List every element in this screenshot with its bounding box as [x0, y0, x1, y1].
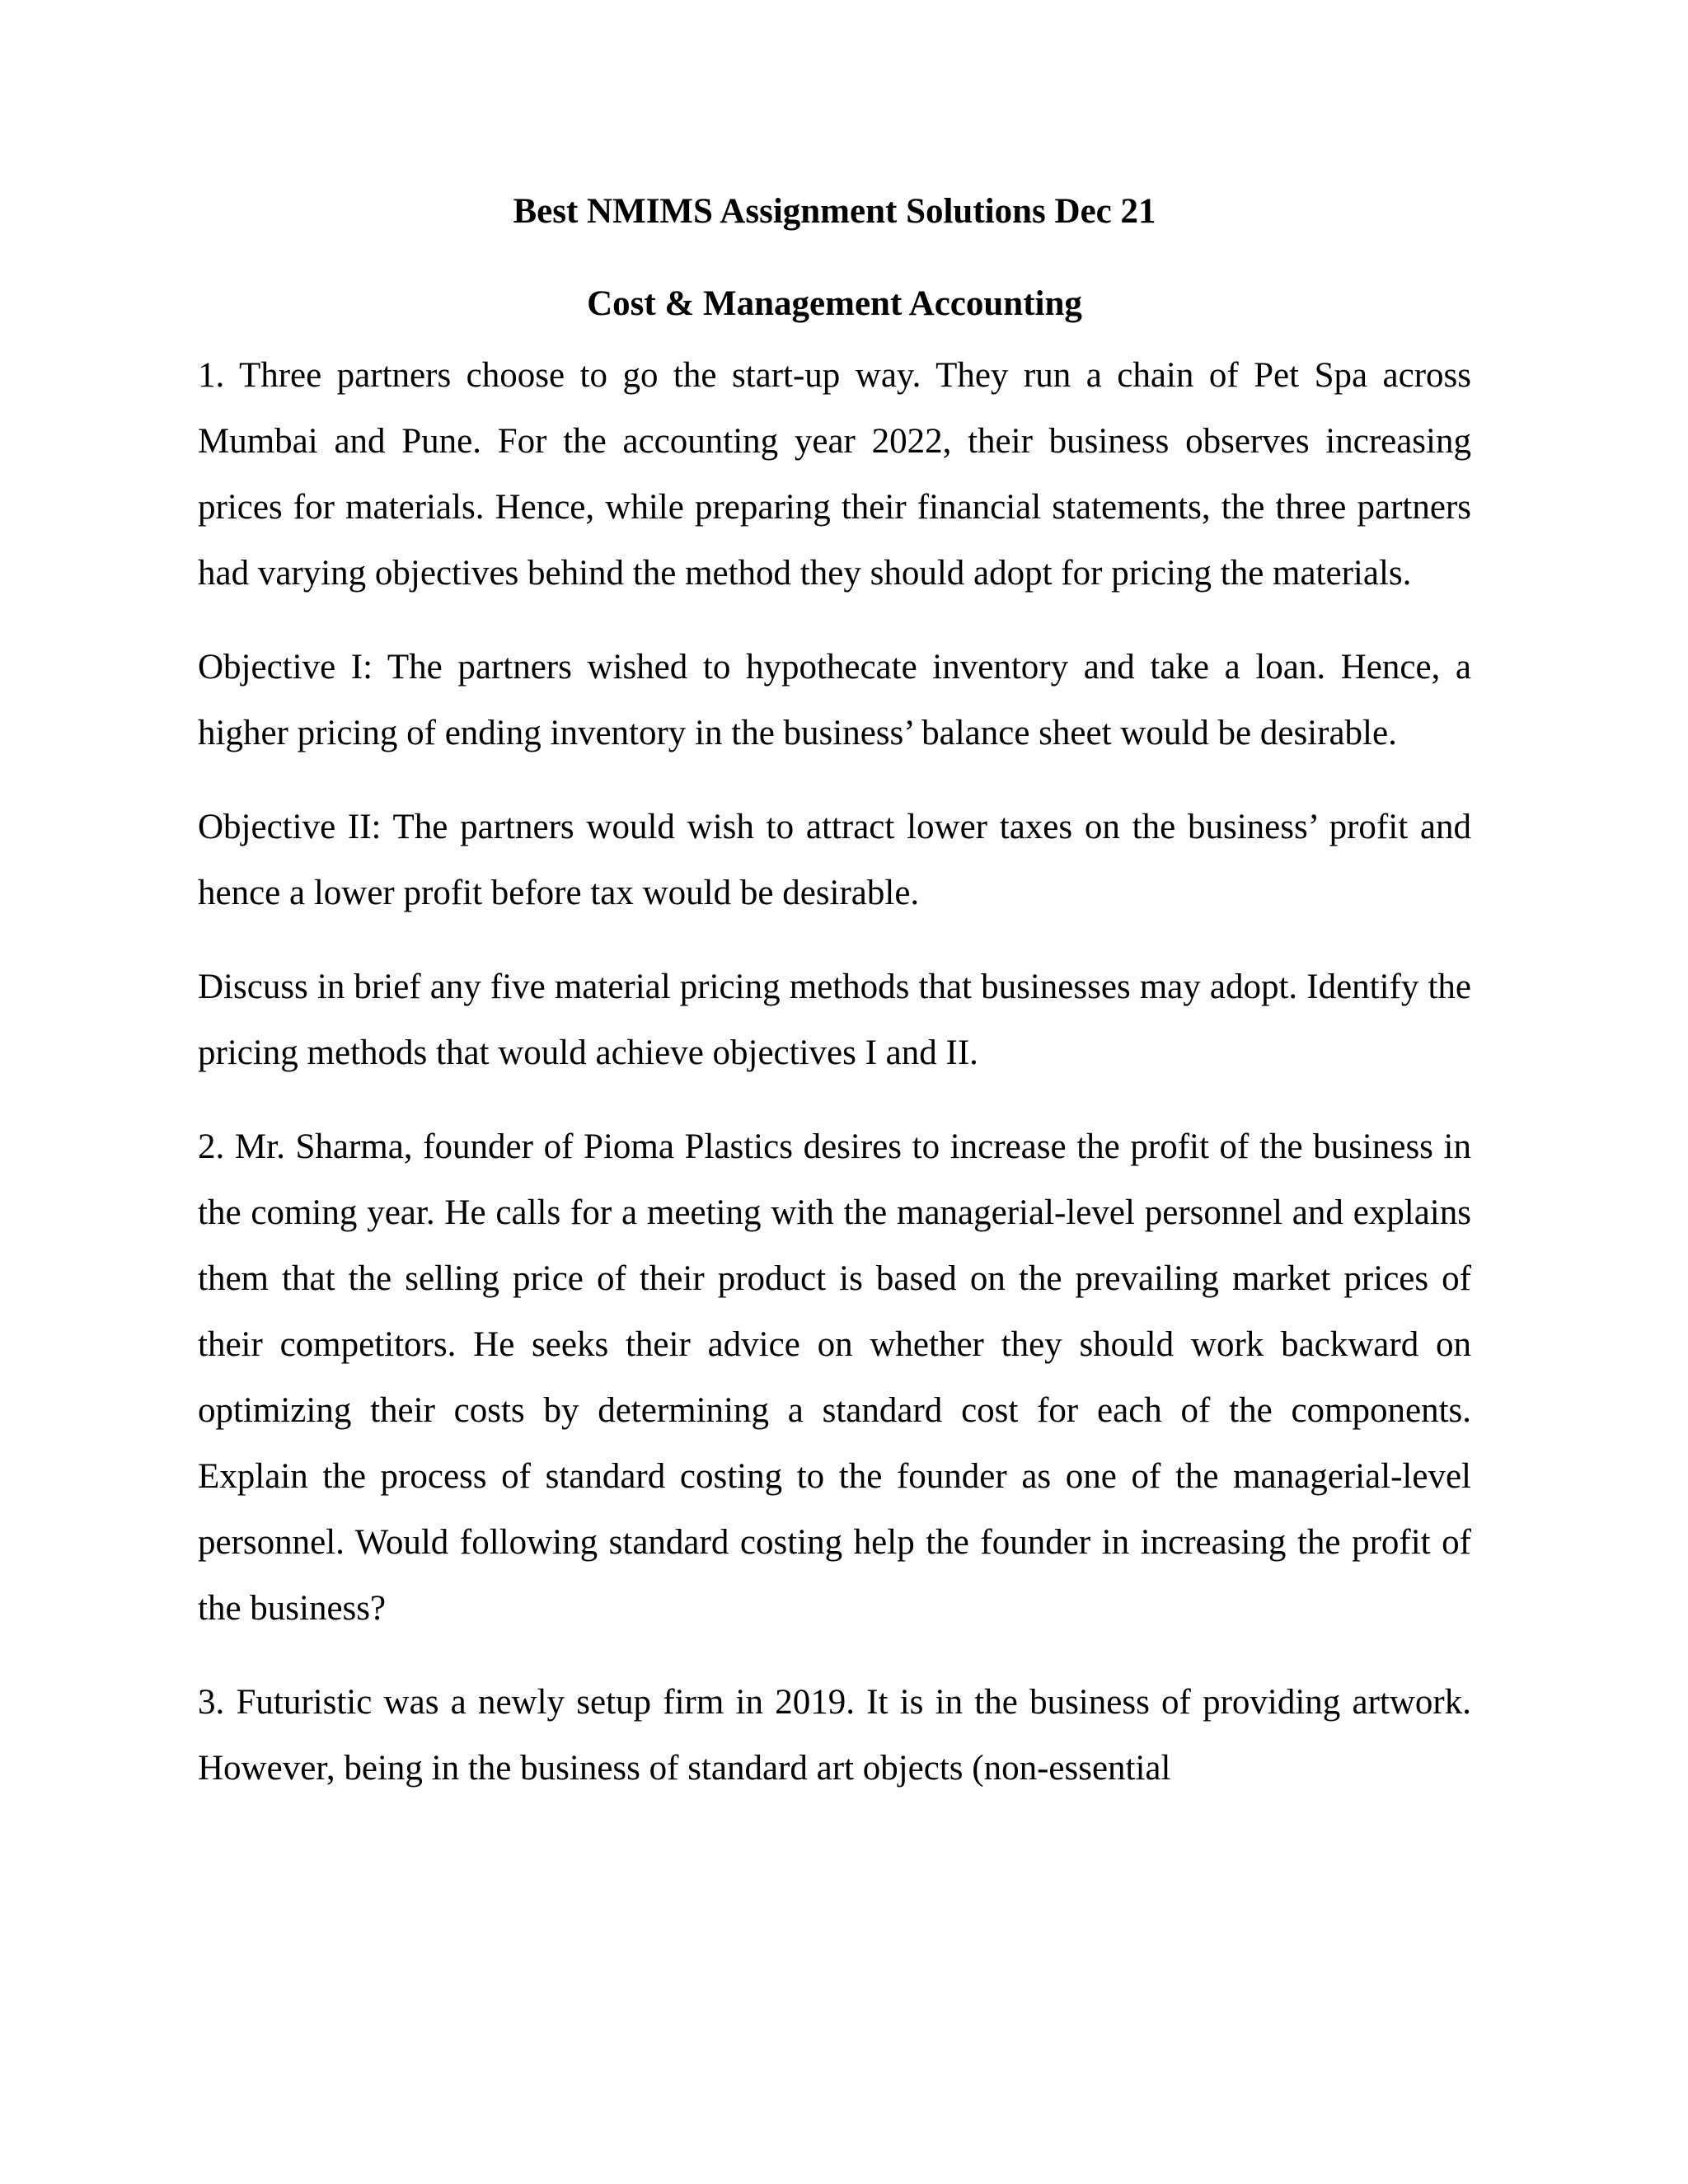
objective-2-paragraph: Objective II: The partners would wish to attract lower taxes on the business’ profit and hence a lower profit before tax would be desirable. [198, 808, 1471, 912]
document-body [198, 188, 1471, 1830]
question-3-paragraph: 3. Futuristic was a newly setup firm in 2019. It is in the business of providing artwork. However, being in the business of standard art objects (non-essential [198, 1683, 1471, 1788]
question-1-paragraph: 1. Three partners choose to go the start-up way. They run a chain of Pet Spa across Mumbai and Pune. For the accounting year 2022, their business observes increasing prices for materials. Hence, while preparing their financial statements, the three partners had varying objectives behind the method they should adopt for pricing the materials. [198, 356, 1471, 593]
question-2-paragraph: 2. Mr. Sharma, founder of Pioma Plastics desires to increase the profit of the business in the coming year. He calls for a meeting with the managerial-level personnel and explains them that the selling price of their product is based on the prevailing market prices of their competitors. He seeks their advice on whether they should work backward on optimizing their costs by determining a standard cost for each of the components. Explain the process of standard costing to the founder as one of the managerial-level personnel. Would following standard costing help the founder in increasing the profit of the business? [198, 1127, 1471, 1628]
discuss-paragraph: Discuss in brief any five material pricing methods that businesses may adopt. Identify the pricing methods that would achieve objectives I and II. [198, 968, 1471, 1072]
document-subtitle: Cost & Management Accounting [587, 284, 1082, 323]
objective-1-paragraph: Objective I: The partners wished to hypothecate inventory and take a loan. Hence, a higher pricing of ending inventory in the business’ balance sheet would be desirable. [198, 648, 1471, 752]
document-title: Best NMIMS Assignment Solutions Dec 21 [513, 192, 1156, 231]
